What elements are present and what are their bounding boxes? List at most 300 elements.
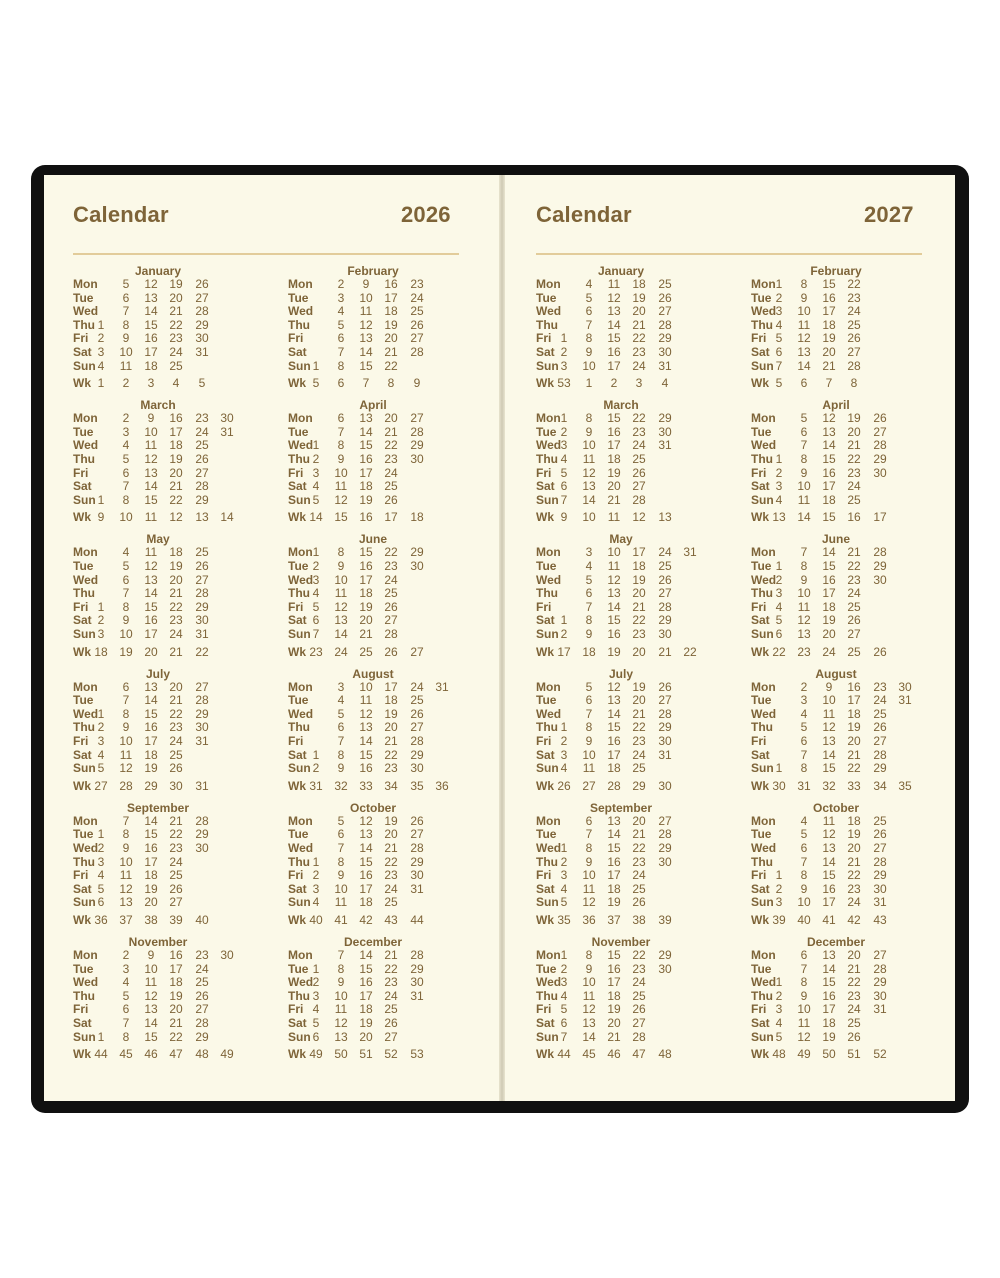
day-number: 7 [585, 706, 593, 721]
day-number: 22 [847, 451, 861, 466]
day-number: 26 [658, 290, 672, 305]
day-number: 20 [169, 1002, 183, 1017]
day-number: 27 [632, 1016, 646, 1030]
day-number: 24 [195, 424, 209, 439]
day-number: 22 [384, 358, 398, 373]
week-number: 32 [334, 778, 348, 793]
week-label: Wk [751, 912, 769, 927]
weekday-label: Sun [288, 626, 311, 641]
day-number: 16 [384, 277, 398, 291]
day-number: 17 [144, 626, 158, 641]
week-number: 22 [772, 644, 786, 659]
day-number: 20 [169, 572, 183, 587]
day-number: 19 [384, 317, 398, 332]
day-number: 20 [384, 411, 398, 426]
day-number: 8 [800, 558, 808, 573]
day-number: 9 [825, 679, 833, 694]
day-number: 7 [312, 626, 320, 641]
day-number: 7 [122, 813, 130, 828]
day-number: 14 [607, 827, 621, 842]
day-number: 9 [122, 613, 130, 628]
day-number: 5 [775, 331, 783, 346]
day-number: 13 [359, 411, 373, 426]
day-number: 9 [337, 975, 345, 990]
day-number: 19 [144, 881, 158, 896]
day-number: 3 [312, 881, 320, 896]
day-number: 29 [195, 599, 209, 614]
day-number: 4 [585, 558, 593, 573]
day-number: 3 [97, 345, 105, 359]
day-number: 22 [847, 868, 861, 883]
weekday-label: Sun [288, 895, 311, 910]
day-number: 6 [337, 720, 345, 735]
day-number: 27 [632, 479, 646, 494]
day-number: 30 [410, 761, 424, 776]
weekday-label: Thu [288, 720, 310, 735]
week-number: 5 [198, 376, 206, 391]
day-number: 23 [384, 761, 398, 776]
day-number: 13 [119, 895, 133, 910]
week-number: 30 [658, 778, 672, 793]
day-number: 29 [873, 975, 887, 990]
weekday-label: Thu [536, 317, 558, 332]
weekday-label: Thu [536, 586, 558, 601]
day-number: 23 [632, 733, 646, 748]
page-gutter [499, 175, 505, 1101]
week-number: 17 [873, 510, 887, 525]
day-number: 19 [359, 599, 373, 614]
weekday-label: Sat [536, 881, 555, 896]
day-number: 31 [683, 545, 697, 560]
week-number: 31 [309, 778, 323, 793]
weekday-label: Sat [288, 479, 307, 494]
weekday-label: Tue [751, 827, 772, 842]
month-name: September [126, 800, 190, 815]
day-number: 15 [822, 277, 836, 291]
day-number: 25 [873, 813, 887, 828]
weekday-label: Fri [536, 1002, 552, 1017]
weekday-label: Fri [73, 868, 89, 883]
day-number: 8 [585, 948, 593, 962]
week-number: 33 [359, 778, 373, 793]
day-number: 28 [195, 1016, 209, 1030]
weekday-label: Sun [73, 1029, 96, 1044]
day-number: 2 [122, 411, 130, 426]
week-number: 26 [557, 778, 571, 793]
weekday-label: Sat [73, 747, 92, 762]
day-number: 14 [334, 626, 348, 641]
day-number: 5 [312, 599, 320, 614]
day-number: 15 [144, 1029, 158, 1044]
day-number: 13 [797, 345, 811, 359]
day-number: 23 [169, 720, 183, 735]
week-number: 33 [847, 778, 861, 793]
day-number: 20 [384, 827, 398, 842]
day-number: 1 [775, 277, 783, 291]
week-number: 12 [632, 510, 646, 525]
weekday-label: Tue [288, 693, 309, 708]
weekday-label: Wed [751, 840, 777, 855]
weekday-label: Tue [536, 827, 557, 842]
day-number: 25 [658, 558, 672, 573]
day-number: 9 [337, 558, 345, 573]
day-number: 27 [658, 693, 672, 708]
day-number: 1 [775, 868, 783, 883]
week-number: 41 [822, 912, 836, 927]
day-number: 23 [195, 411, 209, 426]
day-number: 23 [847, 988, 861, 1003]
day-number: 4 [312, 586, 320, 601]
month-name: April [359, 398, 387, 413]
weekday-label: Mon [751, 679, 776, 694]
week-number: 39 [658, 912, 672, 927]
day-number: 22 [169, 1029, 183, 1044]
day-number: 17 [144, 733, 158, 748]
day-number: 3 [560, 747, 568, 762]
day-number: 26 [632, 895, 646, 910]
day-number: 21 [169, 693, 183, 708]
day-number: 26 [658, 679, 672, 694]
weekday-label: Sat [751, 881, 770, 896]
day-number: 25 [632, 988, 646, 1003]
day-number: 23 [847, 290, 861, 305]
weekday-label: Mon [751, 411, 776, 426]
day-number: 2 [560, 854, 568, 869]
day-number: 20 [384, 720, 398, 735]
day-number: 15 [359, 747, 373, 762]
day-number: 11 [119, 358, 133, 373]
day-number: 8 [337, 747, 345, 762]
week-number: 46 [144, 1047, 158, 1062]
day-number: 10 [334, 572, 348, 587]
day-number: 9 [800, 881, 808, 896]
weekday-label: Sun [536, 895, 559, 910]
weekday-label: Sat [288, 1016, 307, 1030]
month-name: May [609, 532, 633, 547]
day-number: 22 [632, 948, 646, 962]
day-number: 26 [632, 1002, 646, 1017]
day-number: 20 [847, 840, 861, 855]
day-number: 18 [359, 1002, 373, 1017]
day-number: 28 [410, 345, 424, 359]
day-number: 29 [873, 868, 887, 883]
week-number: 20 [632, 644, 646, 659]
day-number: 5 [585, 290, 593, 305]
day-number: 18 [169, 975, 183, 990]
day-number: 26 [410, 317, 424, 332]
day-number: 15 [359, 438, 373, 453]
day-number: 29 [658, 411, 672, 426]
day-number: 16 [607, 345, 621, 359]
day-number: 2 [560, 961, 568, 976]
weekday-label: Mon [536, 813, 561, 828]
day-number: 13 [334, 613, 348, 628]
day-number: 2 [800, 679, 808, 694]
day-number: 20 [607, 1016, 621, 1030]
day-number: 11 [119, 747, 133, 762]
day-number: 5 [585, 572, 593, 587]
day-number: 25 [384, 895, 398, 910]
day-number: 11 [582, 881, 596, 896]
day-number: 21 [847, 961, 861, 976]
day-number: 22 [632, 331, 646, 346]
week-number: 49 [797, 1047, 811, 1062]
week-number: 25 [359, 644, 373, 659]
weekday-label: Sun [288, 492, 311, 507]
week-number: 44 [94, 1047, 108, 1062]
header-rule-right [536, 253, 922, 255]
weekday-label: Sat [536, 747, 555, 762]
day-number: 7 [800, 747, 808, 762]
day-number: 16 [359, 451, 373, 466]
day-number: 31 [435, 679, 449, 694]
day-number: 6 [312, 613, 320, 628]
day-number: 5 [122, 451, 130, 466]
day-number: 16 [144, 840, 158, 855]
week-number: 40 [309, 912, 323, 927]
day-number: 14 [359, 733, 373, 748]
week-number: 6 [337, 376, 345, 391]
weekday-label: Sat [288, 881, 307, 896]
day-number: 23 [384, 868, 398, 883]
day-number: 11 [582, 988, 596, 1003]
day-number: 8 [122, 492, 130, 507]
day-number: 22 [384, 961, 398, 976]
week-number: 23 [309, 644, 323, 659]
day-number: 30 [873, 988, 887, 1003]
day-number: 28 [658, 317, 672, 332]
day-number: 25 [195, 975, 209, 990]
day-number: 26 [873, 827, 887, 842]
day-number: 7 [122, 693, 130, 708]
month-name: October [349, 800, 396, 815]
weekday-label: Thu [73, 988, 95, 1003]
day-number: 14 [822, 545, 836, 560]
day-number: 26 [632, 465, 646, 480]
day-number: 7 [122, 479, 130, 494]
day-number: 11 [144, 975, 158, 990]
day-number: 3 [312, 572, 320, 587]
day-number: 9 [337, 761, 345, 776]
day-number: 24 [847, 304, 861, 319]
month-name: October [812, 800, 859, 815]
day-number: 29 [658, 331, 672, 346]
week-number: 40 [797, 912, 811, 927]
day-number: 13 [582, 1016, 596, 1030]
day-number: 18 [144, 747, 158, 762]
weekday-label: Fri [288, 733, 304, 748]
month-name: December [343, 935, 403, 949]
day-number: 10 [119, 345, 133, 359]
day-number: 21 [169, 479, 183, 494]
day-number: 10 [334, 881, 348, 896]
day-number: 16 [822, 881, 836, 896]
day-number: 16 [144, 720, 158, 735]
day-number: 4 [337, 693, 345, 708]
day-number: 7 [585, 827, 593, 842]
day-number: 24 [169, 626, 183, 641]
month-name: February [347, 264, 399, 278]
day-number: 20 [632, 586, 646, 601]
day-number: 6 [800, 424, 808, 439]
month-name: March [603, 398, 639, 413]
day-number: 1 [560, 840, 568, 855]
week-number: 45 [582, 1047, 596, 1062]
day-number: 12 [582, 465, 596, 480]
weekday-label: Fri [536, 868, 552, 883]
day-number: 2 [775, 290, 783, 305]
month-name: August [815, 666, 857, 681]
day-number: 25 [195, 545, 209, 560]
day-number: 7 [800, 961, 808, 976]
day-number: 16 [822, 465, 836, 480]
weekday-label: Thu [288, 988, 310, 1003]
day-number: 3 [560, 438, 568, 453]
day-number: 30 [873, 572, 887, 587]
day-number: 17 [607, 975, 621, 990]
day-number: 24 [384, 988, 398, 1003]
day-number: 13 [607, 304, 621, 319]
day-number: 31 [195, 733, 209, 748]
day-number: 23 [632, 854, 646, 869]
day-number: 15 [359, 358, 373, 373]
day-number: 14 [359, 840, 373, 855]
week-number: 24 [822, 644, 836, 659]
day-number: 19 [384, 706, 398, 721]
day-number: 7 [800, 545, 808, 560]
day-number: 10 [582, 747, 596, 762]
day-number: 26 [410, 813, 424, 828]
day-number: 15 [144, 492, 158, 507]
day-number: 12 [359, 813, 373, 828]
week-number: 34 [873, 778, 887, 793]
week-number: 14 [220, 510, 234, 525]
day-number: 6 [585, 304, 593, 319]
weekday-label: Wed [751, 438, 777, 453]
day-number: 23 [384, 451, 398, 466]
day-number: 19 [822, 613, 836, 628]
day-number: 12 [144, 451, 158, 466]
weekday-label: Tue [751, 558, 772, 573]
day-number: 26 [410, 706, 424, 721]
day-number: 2 [775, 465, 783, 480]
day-number: 20 [632, 813, 646, 828]
week-number: 44 [557, 1047, 571, 1062]
day-number: 18 [359, 895, 373, 910]
day-number: 14 [144, 1016, 158, 1030]
day-number: 12 [119, 881, 133, 896]
day-number: 1 [560, 948, 568, 962]
week-number: 17 [557, 644, 571, 659]
weekday-label: Fri [73, 331, 89, 346]
day-number: 22 [169, 492, 183, 507]
weekday-label: Mon [751, 277, 776, 291]
week-number: 1 [585, 376, 593, 391]
day-number: 26 [384, 1016, 398, 1030]
week-label: Wk [288, 644, 306, 659]
day-number: 4 [775, 317, 783, 332]
day-number: 23 [169, 331, 183, 346]
day-number: 19 [822, 1029, 836, 1044]
month-name: November [128, 935, 188, 949]
day-number: 28 [410, 424, 424, 439]
day-number: 27 [384, 1029, 398, 1044]
day-number: 18 [632, 558, 646, 573]
day-number: 24 [847, 586, 861, 601]
day-number: 30 [658, 854, 672, 869]
week-number: 49 [220, 1047, 234, 1062]
weekday-label: Tue [73, 961, 94, 976]
week-number: 48 [195, 1047, 209, 1062]
week-label: Wk [288, 912, 306, 927]
weekday-label: Sun [73, 358, 96, 373]
month-name: January [597, 264, 645, 278]
day-number: 30 [195, 613, 209, 628]
weekday-label: Fri [73, 599, 89, 614]
week-number: 24 [334, 644, 348, 659]
week-number: 12 [169, 510, 183, 525]
day-number: 16 [607, 424, 621, 439]
day-number: 3 [312, 465, 320, 480]
day-number: 26 [847, 1029, 861, 1044]
weekday-label: Mon [751, 545, 776, 560]
weekday-label: Mon [288, 277, 313, 291]
day-number: 20 [847, 948, 861, 962]
day-number: 9 [585, 345, 593, 359]
day-number: 19 [607, 1002, 621, 1017]
day-number: 12 [582, 895, 596, 910]
day-number: 10 [359, 679, 373, 694]
week-label: Wk [73, 510, 91, 525]
day-number: 13 [144, 1002, 158, 1017]
day-number: 8 [585, 613, 593, 628]
week-number: 17 [384, 510, 398, 525]
day-number: 17 [607, 438, 621, 453]
day-number: 22 [632, 840, 646, 855]
day-number: 5 [312, 492, 320, 507]
month-name: July [145, 666, 170, 681]
day-number: 14 [822, 438, 836, 453]
day-number: 15 [822, 761, 836, 776]
week-number: 52 [873, 1047, 887, 1062]
weekday-label: Mon [536, 948, 561, 962]
day-number: 6 [775, 626, 783, 641]
day-number: 19 [169, 558, 183, 573]
day-number: 8 [122, 317, 130, 332]
day-number: 26 [195, 277, 209, 291]
day-number: 29 [658, 613, 672, 628]
day-number: 21 [359, 626, 373, 641]
day-number: 27 [195, 465, 209, 480]
day-number: 25 [169, 747, 183, 762]
week-number: 16 [847, 510, 861, 525]
weekday-label: Sat [73, 345, 92, 359]
week-number: 50 [334, 1047, 348, 1062]
day-number: 30 [410, 558, 424, 573]
day-number: 25 [195, 438, 209, 453]
day-number: 4 [775, 1016, 783, 1030]
day-number: 17 [822, 895, 836, 910]
day-number: 8 [122, 827, 130, 842]
weekday-label: Fri [751, 733, 767, 748]
day-number: 15 [144, 827, 158, 842]
weekday-label: Wed [536, 975, 562, 990]
week-label: Wk [751, 510, 769, 525]
day-number: 14 [797, 358, 811, 373]
weekday-label: Sat [751, 613, 770, 628]
weekday-label: Sun [751, 895, 774, 910]
weekday-label: Thu [536, 451, 558, 466]
